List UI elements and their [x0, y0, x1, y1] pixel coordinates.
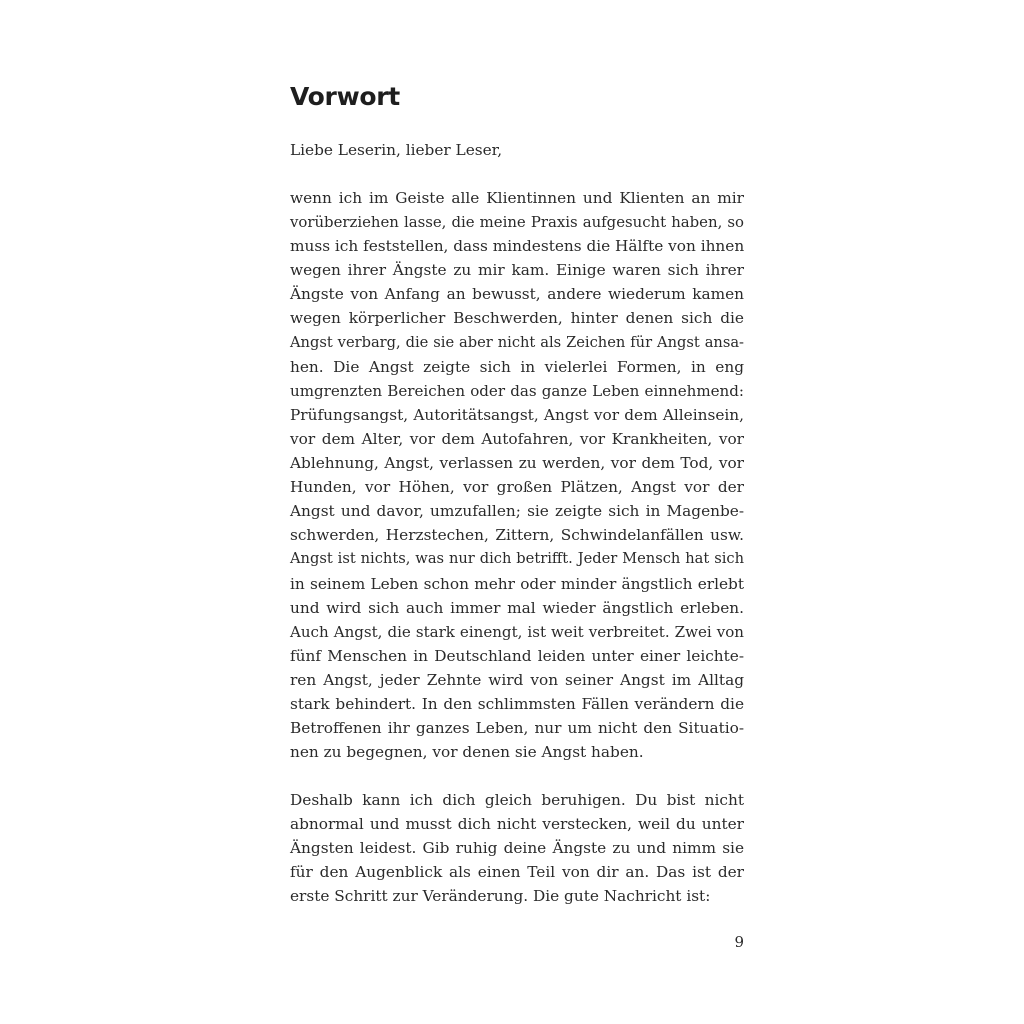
text-line: nen zu begegnen, vor denen sie Angst haben.	[290, 743, 644, 762]
text-line: Angst und davor, umzufallen; sie zeigte sich in Magenbe-	[290, 502, 744, 521]
text-line: in seinem Leben schon mehr oder minder ängstlich erlebt	[290, 574, 744, 593]
text-line: Hunden, vor Höhen, vor großen Plätzen, Angst vor der	[290, 478, 744, 497]
salutation: Liebe Leserin, lieber Leser,	[290, 141, 503, 159]
text-line: Angst verbarg, die sie aber nicht als Zeichen für Angst ansa-	[290, 333, 744, 351]
body-paragraph-1	[290, 186, 744, 764]
text-line: Ablehnung, Angst, verlassen zu werden, vor dem Tod, vor	[290, 454, 744, 473]
text-line: Betroffenen ihr ganzes Leben, nur um nicht den Situatio-	[290, 719, 744, 738]
text-line: wenn ich im Geiste alle Klientinnen und Klienten an mir	[290, 189, 744, 207]
text-line: schwerden, Herzstechen, Zittern, Schwindelanfällen usw.	[290, 526, 744, 545]
text-line: Angst ist nichts, was nur dich betrifft. Jeder Mensch hat sich	[290, 550, 744, 568]
text-line: wegen ihrer Ängste zu mir kam. Einige waren sich ihrer	[290, 261, 744, 280]
text-line: wegen körperlicher Beschwerden, hinter denen sich die	[290, 309, 744, 328]
text-line: erste Schritt zur Veränderung. Die gute Nachricht ist:	[290, 887, 711, 906]
text-line: Ängste von Anfang an bewusst, andere wiederum kamen	[290, 285, 744, 304]
text-line: umgrenzten Bereichen oder das ganze Leben einnehmend:	[290, 381, 744, 400]
text-line: für den Augenblick als einen Teil von dir an. Das ist der	[290, 863, 744, 882]
chapter-heading: Vorwort	[290, 82, 400, 111]
text-line: abnormal und musst dich nicht verstecken, weil du unter	[290, 815, 744, 834]
text-line: und wird sich auch immer mal wieder ängstlich erleben.	[290, 598, 744, 617]
text-line: Auch Angst, die stark einengt, ist weit verbreitet. Zwei von	[290, 622, 744, 641]
text-line: vorüberziehen lasse, die meine Praxis aufgesucht haben, so	[290, 213, 744, 232]
text-line: vor dem Alter, vor dem Autofahren, vor Krankheiten, vor	[290, 429, 744, 448]
text-line: Deshalb kann ich dich gleich beruhigen. Du bist nicht	[290, 791, 744, 809]
text-line: hen. Die Angst zeigte sich in vielerlei Formen, in eng	[290, 357, 744, 376]
text-line: muss ich feststellen, dass mindestens die Hälfte von ihnen	[290, 237, 745, 256]
body-paragraph-2	[290, 788, 744, 908]
text-line: Prüfungsangst, Autoritätsangst, Angst vor dem Alleinsein,	[290, 405, 744, 424]
text-line: fünf Menschen in Deutschland leiden unter einer leichte-	[290, 646, 744, 665]
page-number: 9	[734, 933, 744, 951]
text-line: stark behindert. In den schlimmsten Fällen verändern die	[290, 694, 744, 713]
text-line: ren Angst, jeder Zehnte wird von seiner Angst im Alltag	[290, 670, 744, 689]
text-line: Ängsten leidest. Gib ruhig deine Ängste zu und nimm sie	[290, 839, 744, 858]
